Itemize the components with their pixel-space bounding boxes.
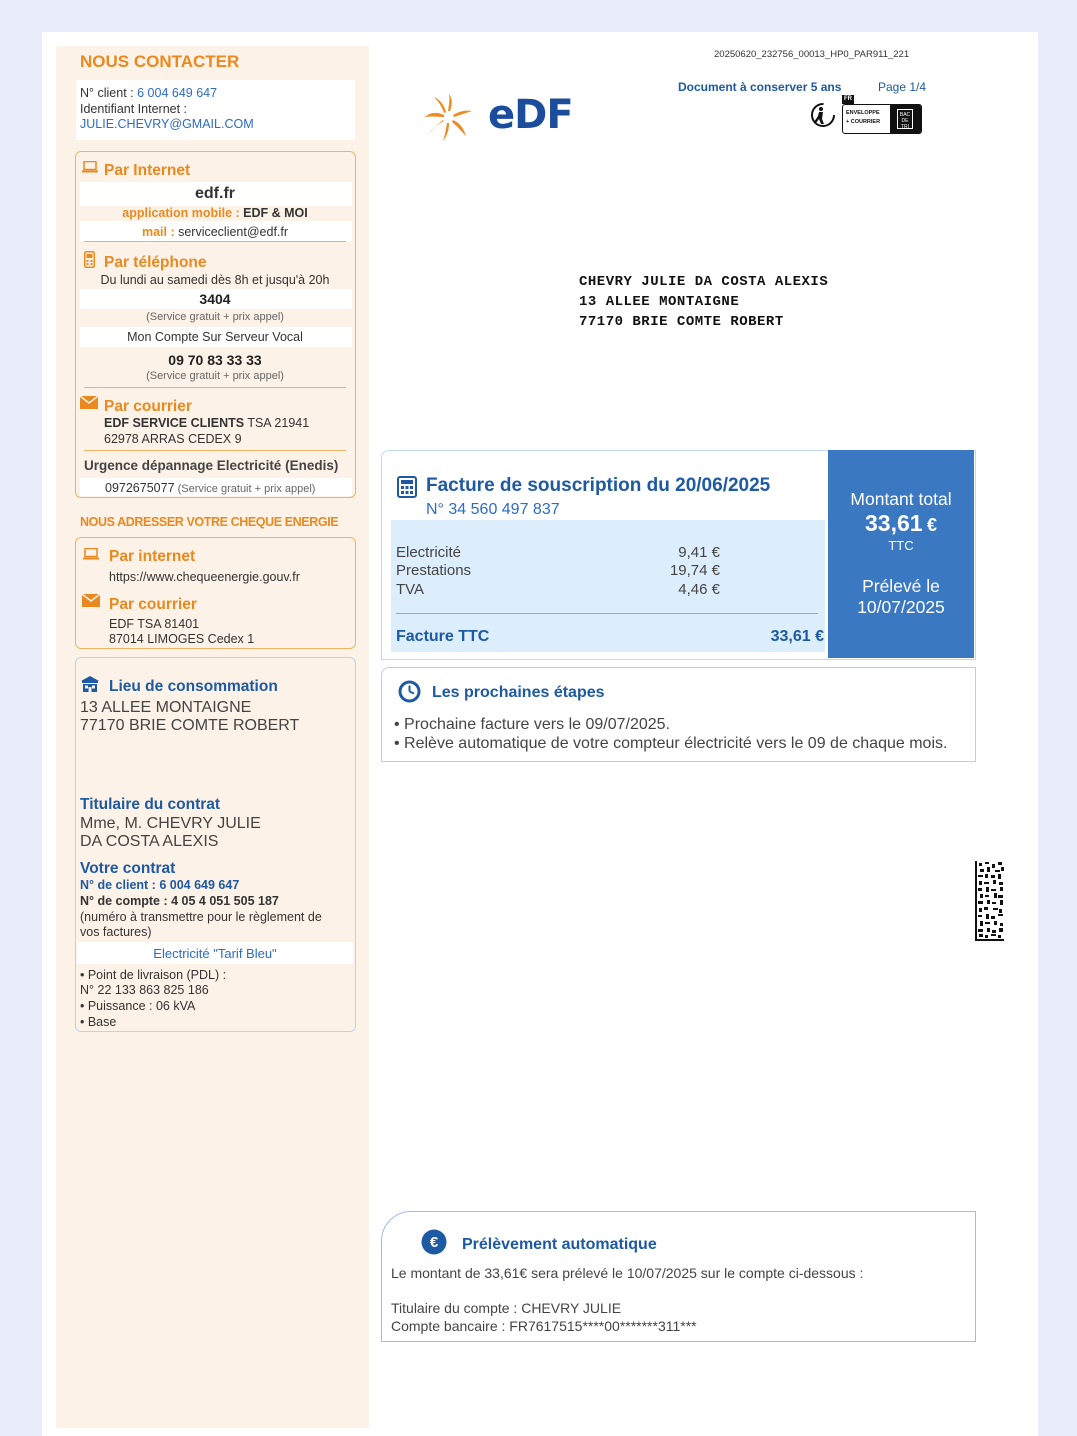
emergency-number: 0972675077 (Service gratuit + prix appel)	[105, 481, 316, 495]
tariff-option: • Base	[80, 1015, 117, 1029]
contract-note-1: (numéro à transmettre pour le règlement de	[80, 910, 322, 924]
contact-title: NOUS CONTACTER	[80, 52, 240, 71]
consumption-line1: 13 ALLEE MONTAIGNE	[80, 699, 252, 716]
next-step-reading: • Relève automatique de votre compteur électricité vers le 09 de chaque mois.	[394, 735, 948, 752]
direct-debit-title: Prélèvement automatique	[462, 1236, 657, 1253]
clock-icon	[397, 679, 422, 704]
internet-id-value[interactable]: JULIE.CHEVRY@GMAIL.COM	[80, 117, 254, 131]
consumption-line2: 77170 BRIE COMTE ROBERT	[80, 717, 300, 734]
total-amount: 33,61 €	[864, 510, 938, 536]
edf-sun-logo	[422, 93, 476, 143]
direct-debit-text: Le montant de 33,61€ sera prélevé le 10/07/2025 sur le compte ci-dessous :	[391, 1265, 864, 1281]
line-electricity-label: Electricité	[396, 544, 462, 561]
internet-id-label: Identifiant Internet :	[80, 102, 188, 116]
total-panel	[828, 450, 974, 658]
document-reference: 20250620_232756_00013_HP0_PAR911_221	[714, 49, 910, 60]
vocal-server: Mon Compte Sur Serveur Vocal	[127, 330, 303, 344]
recipient-line3: 77170 BRIE COMTE ROBERT	[579, 314, 784, 330]
cheque-title: NOUS ADRESSER VOTRE CHEQUE ENERGIE	[80, 515, 339, 529]
total-label: Montant total	[850, 489, 952, 509]
debit-label: Prélevé le	[862, 576, 940, 596]
triman-icon	[810, 102, 836, 128]
svg-text:€: €	[429, 1234, 439, 1251]
account-holder: Titulaire du compte : CHEVRY JULIE	[391, 1300, 622, 1316]
holder-line2: DA COSTA ALEXIS	[80, 833, 219, 850]
mobile-app: application mobile : EDF & MOI	[122, 206, 308, 220]
phone-number-3404[interactable]: 3404	[199, 291, 231, 307]
cheque-mail-title: Par courrier	[109, 596, 197, 613]
line-services-amount: 19,74 €	[669, 562, 720, 579]
cheque-internet-url[interactable]: https://www.chequeenergie.gouv.fr	[109, 570, 300, 584]
contract-note-2: vos factures)	[80, 925, 152, 939]
laptop-icon	[83, 547, 99, 559]
holder-line1: Mme, M. CHEVRY JULIE	[80, 815, 261, 832]
ttc-amount: 33,61 €	[770, 628, 824, 645]
euro-icon	[421, 1229, 447, 1255]
envelope-icon	[80, 396, 98, 409]
datamatrix-barcode	[975, 861, 1004, 941]
page-number: Page 1/4	[878, 80, 927, 94]
line-vat-label: TVA	[396, 581, 425, 598]
debit-date: 10/07/2025	[857, 597, 945, 617]
edf-website[interactable]: edf.fr	[195, 185, 235, 202]
phone-note-1: (Service gratuit + prix appel)	[146, 311, 284, 323]
phone-hours: Du lundi au samedi dès 8h et jusqu'à 20h	[100, 273, 330, 287]
line-electricity-amount: 9,41 €	[678, 544, 720, 561]
next-steps-title: Les prochaines étapes	[432, 684, 605, 701]
keep-notice: Document à conserver 5 ans	[678, 80, 842, 94]
line-services-label: Prestations	[396, 562, 472, 579]
internet-title: Par Internet	[104, 162, 191, 179]
edf-logo-text: eDF	[488, 92, 573, 138]
consumption-title: Lieu de consommation	[109, 678, 278, 695]
contract-title: Votre contrat	[80, 860, 176, 877]
power: • Puissance : 06 kVA	[80, 999, 196, 1013]
cheque-mail-line1: EDF TSA 81401	[109, 617, 200, 631]
recipient-line1: CHEVRY JULIE DA COSTA ALEXIS	[579, 274, 829, 290]
house-icon	[81, 676, 99, 692]
total-ttc: TTC	[888, 538, 914, 553]
client-number: N° client : 6 004 649 647	[80, 86, 218, 100]
next-step-invoice: • Prochaine facture vers le 09/07/2025.	[394, 716, 670, 733]
service-mail: mail : serviceclient@edf.fr	[141, 225, 289, 239]
invoice-number: N° 34 560 497 837	[426, 501, 560, 518]
recipient-line2: 13 ALLEE MONTAIGNE	[579, 294, 740, 310]
contract-offer: Electricité "Tarif Bleu"	[153, 946, 277, 961]
pdl-value: N° 22 133 863 825 186	[80, 983, 209, 997]
line-vat-amount: 4,46 €	[678, 581, 720, 598]
cheque-mail-line2: 87014 LIMOGES Cedex 1	[109, 632, 255, 646]
phone-icon	[84, 251, 95, 268]
mail-address-line1: EDF SERVICE CLIENTS TSA 21941	[104, 416, 310, 430]
cheque-internet-title: Par internet	[109, 548, 196, 565]
calculator-icon	[397, 476, 417, 498]
invoice-title: Facture de souscription du 20/06/2025	[426, 475, 771, 496]
mail-address-line2: 62978 ARRAS CEDEX 9	[104, 432, 242, 446]
envelope-icon	[82, 594, 100, 607]
pdl-label: • Point de livraison (PDL) :	[80, 968, 227, 982]
mail-title: Par courrier	[104, 398, 192, 415]
ttc-label: Facture TTC	[396, 628, 490, 645]
bank-account: Compte bancaire : FR7617515****00*******311***	[391, 1318, 697, 1334]
contract-account: N° de compte : 4 05 4 051 505 187	[80, 894, 279, 908]
emergency-title: Urgence dépannage Electricité (Enedis)	[84, 458, 339, 473]
phone-title: Par téléphone	[104, 254, 207, 271]
phone-note-2: (Service gratuit + prix appel)	[146, 370, 284, 382]
phone-number-0970[interactable]: 09 70 83 33 33	[168, 352, 262, 368]
laptop-icon	[82, 160, 98, 172]
holder-title: Titulaire du contrat	[80, 796, 221, 813]
recycling-badge: FR ENVELOPPE + COURRIER BAC DE TRI	[842, 95, 922, 134]
contract-client: N° de client : 6 004 649 647	[80, 878, 240, 892]
